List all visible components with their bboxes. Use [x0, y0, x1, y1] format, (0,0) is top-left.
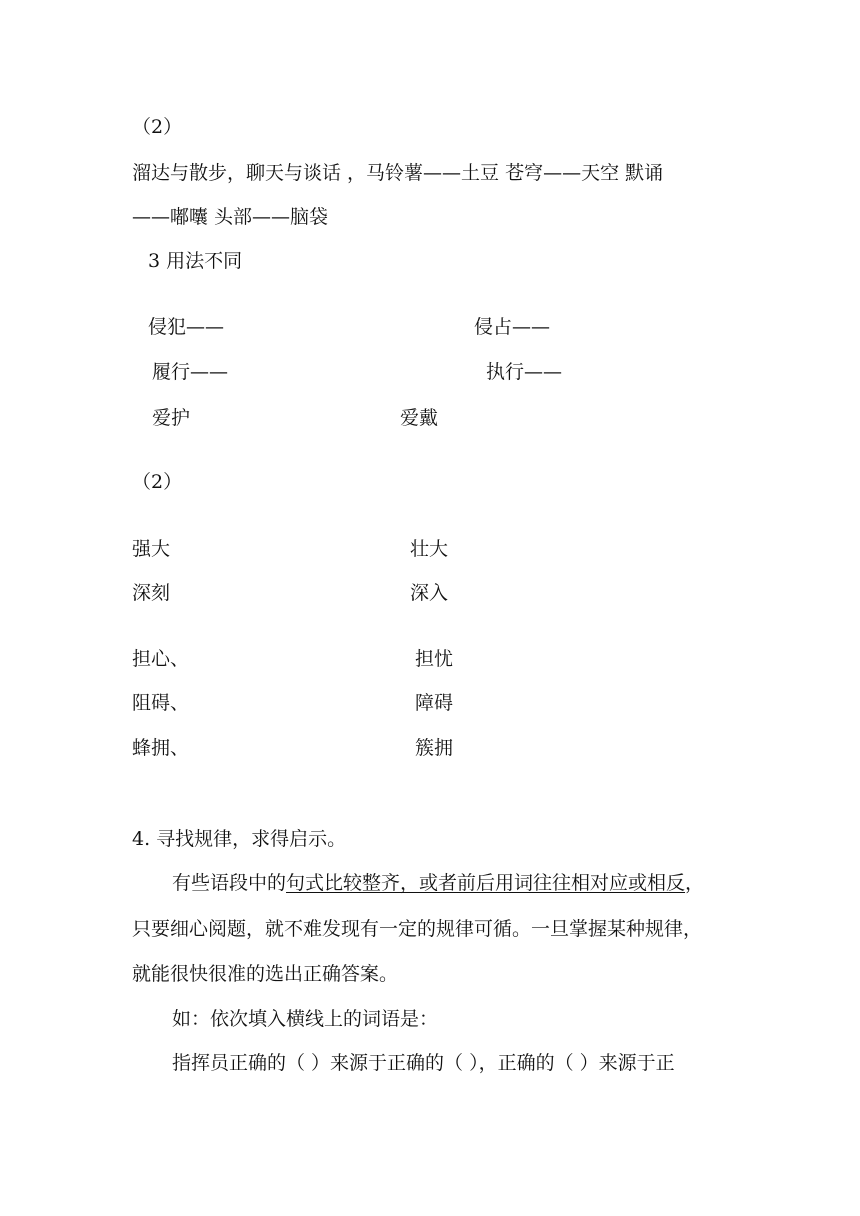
word-left: 担心、	[132, 648, 190, 670]
paragraph-line: 只要细心阅题，就不难发现有一定的规律可循。一旦掌握某种规律，	[132, 918, 703, 940]
word-right: 壮大	[410, 538, 449, 560]
paragraph-line	[172, 874, 704, 893]
word-right: 爱戴	[400, 407, 439, 429]
word-left: 阻碍、	[132, 692, 190, 714]
paragraph-text: ，	[685, 872, 705, 894]
paragraph-text: 有些语段中的	[172, 872, 287, 894]
word-left: 爱护	[152, 407, 191, 429]
word-right: 担忧	[415, 648, 454, 670]
word-right: 障碍	[415, 692, 454, 714]
underlined-text: 句式比较整齐，或者前后用词往往相对应或相反	[286, 872, 686, 894]
word-right: 簇拥	[415, 737, 454, 759]
word-left: 侵犯——	[148, 316, 225, 338]
section-heading: 3 用法不同	[148, 250, 243, 272]
word-right: 侵占——	[474, 316, 551, 338]
word-left: 强大	[132, 538, 171, 560]
paragraph-line: 就能很快很准的选出正确答案。	[132, 963, 399, 985]
example-line: 指挥员正确的（ ）来源于正确的（ ），正确的（ ）来源于正	[172, 1052, 675, 1074]
word-left: 蜂拥、	[132, 737, 190, 759]
word-right: 执行——	[486, 361, 563, 383]
word-left: 深刻	[132, 582, 171, 604]
text-line: ——嘟囔 头部——脑袋	[132, 206, 329, 228]
section-label: （2）	[132, 471, 183, 493]
example-intro: 如：依次填入横线上的词语是：	[172, 1008, 439, 1030]
text-line: 溜达与散步，聊天与谈话 ，马铃薯——土豆 苍穹——天空 默诵	[132, 162, 664, 184]
section-heading: 4. 寻找规律，求得启示。	[132, 828, 347, 850]
word-left: 履行——	[152, 361, 229, 383]
section-label: （2）	[132, 116, 183, 138]
word-right: 深入	[410, 582, 449, 604]
